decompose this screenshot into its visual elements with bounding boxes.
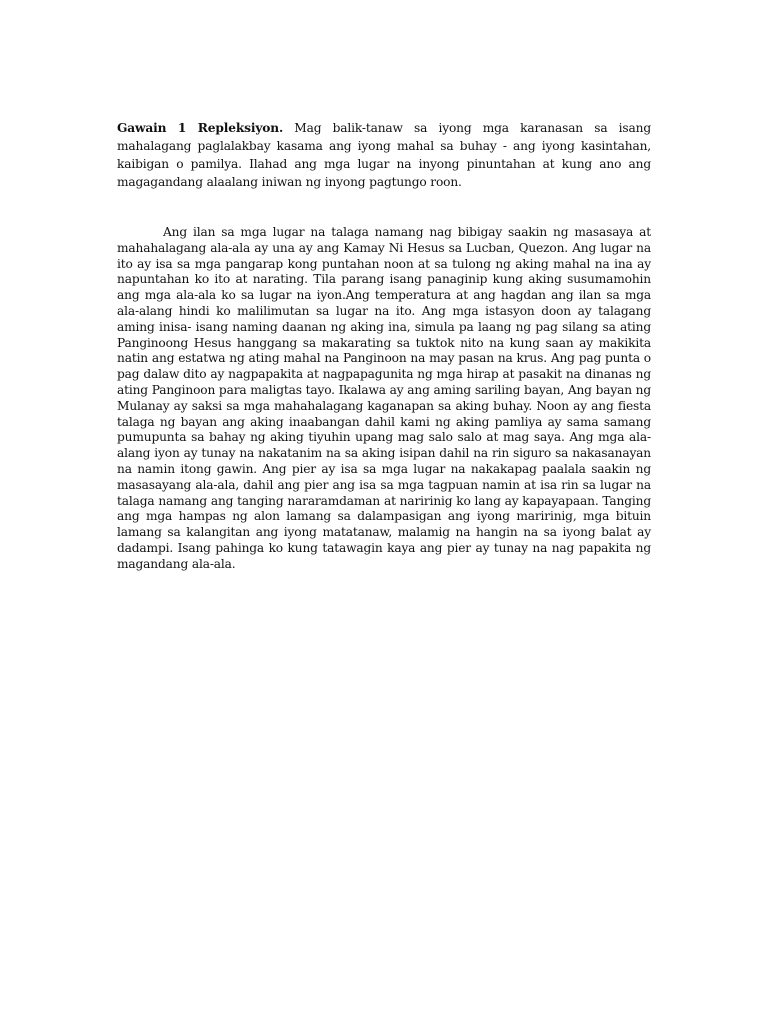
activity-prompt xyxy=(117,119,651,191)
document-page xyxy=(117,119,651,573)
activity-instructions: Mag balik-tanaw sa iyong mga karanasan sa isang mahalagang paglalakbay kasama ang iyong mahal sa buhay - ang iyong kasintahan, kaibigan o pamilya. Ilahad ang mga lugar na inyong pinuntahan at kung ano ang magagandang alaalang iniwan ng inyong pagtungo roon. xyxy=(117,121,651,189)
reflection-paragraph: Ang ilan sa mga lugar na talaga namang nag bibigay saakin ng masasaya at mahahalagang ala-ala ay una ay ang Kamay Ni Hesus sa Lucban, Quezon. Ang lugar na ito ay isa sa mga pangarap kong puntahan noon at sa tulong ng aking mahal na ina ay napuntahan ko ito at narating. Tila parang isang panaginip kung aking susumamohin ang mga ala-ala ko sa lugar na iyon.Ang temperatura at ang hagdan ang ilan sa mga ala-alang hindi ko malilimutan sa lugar na ito. Ang mga istasyon doon ay talagang aming inisa- isang naming daanan ng aking ina, simula pa laang ng pag silang sa ating Panginoong Hesus hanggang sa makarating sa tuktok nito na kung saan ay makikita natin ang estatwa ng ating mahal na Panginoon na may pasan na krus. Ang pag punta o pag dalaw dito ay nagpapakita at nagpapagunita ng mga hirap at pasakit na dinanas ng ating Panginoon para maligtas tayo. Ikalawa ay ang aming sariling bayan, Ang bayan ng Mulanay ay saksi sa mga mahahalagang kaganapan sa aking buhay. Noon ay ang fiesta talaga ng bayan ang aking inaabangan dahil kami ng aking pamliya ay sama samang pumupunta sa bahay ng aking tiyuhin upang mag salo salo at mag saya. Ang mga ala-alang iyon ay tunay na nakatanim na sa aking isipan dahil na rin siguro sa nakasanayan na namin itong gawin. Ang pier ay isa sa mga lugar na nakakapag paalala saakin ng masasayang ala-ala, dahil ang pier ang isa sa mga tagpuan namin at isa rin sa lugar na talaga namang ang tanging nararamdaman at naririnig ko lang ay kapayapaan. Tanging ang mga hampas ng alon lamang sa dalampasigan ang iyong maririnig, mga bituin lamang sa kalangitan ang iyong matatanaw, malamig na hangin na sa iyong balat ay dadampi. Isang pahinga ko kung tatawagin kaya ang pier ay tunay na nag papakita ng magandang ala-ala. xyxy=(117,225,651,571)
activity-title: Gawain 1 Repleksiyon. xyxy=(117,121,284,135)
